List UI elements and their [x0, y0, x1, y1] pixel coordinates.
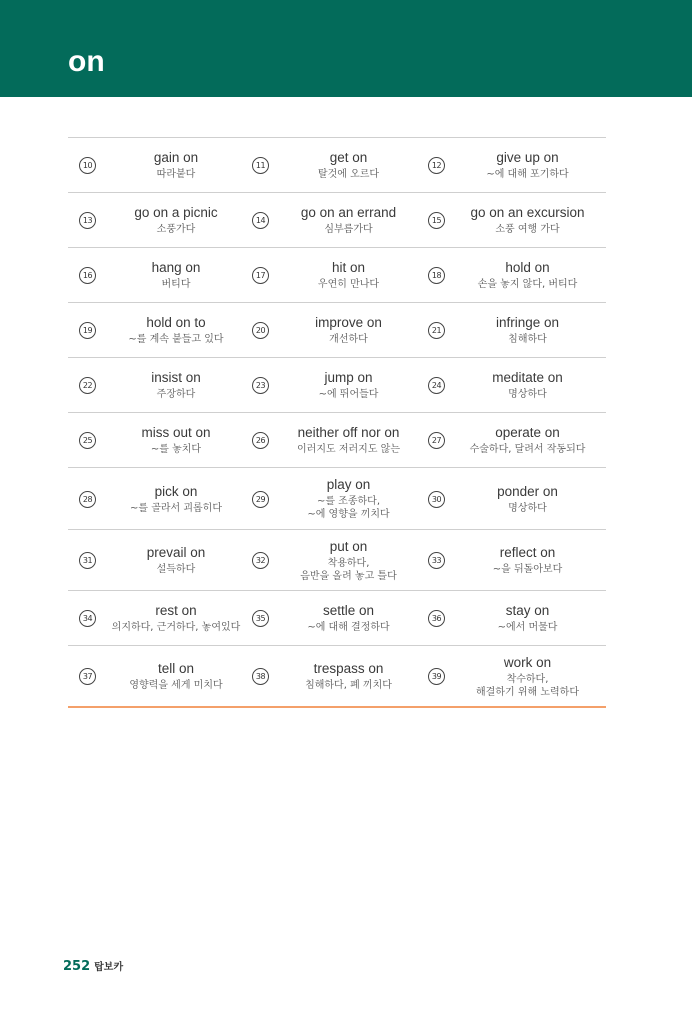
entry-number-badge: 34	[79, 610, 96, 627]
vocab-entry	[425, 138, 606, 192]
phrase-korean: 이러지도 저러지도 않는	[297, 444, 400, 455]
phrase-english: operate on	[495, 425, 560, 440]
phrase-english: play on	[326, 477, 371, 492]
phrase-english: hang on	[151, 260, 201, 275]
vocab-entry	[68, 646, 248, 706]
vocab-entry	[248, 468, 425, 529]
table-row	[68, 530, 606, 591]
header-banner	[0, 0, 692, 97]
entry-number-badge: 19	[79, 322, 96, 339]
page-footer	[63, 955, 123, 974]
phrase-english: ponder on	[497, 483, 558, 499]
vocab-entry	[425, 646, 606, 706]
phrase-korean: 소풍 여행 가다	[495, 224, 560, 235]
phrase-english: neither off nor on	[297, 425, 400, 440]
vocab-entry	[248, 591, 425, 645]
phrase-korean: 영향력을 세게 미치다	[129, 680, 223, 691]
entry-number-badge: 10	[79, 157, 96, 174]
entry-number-badge: 17	[252, 267, 269, 284]
phrase-english: stay on	[505, 603, 550, 618]
phrase-english: gain on	[153, 150, 199, 165]
phrase-korean: ~를 골라서 괴롭히다	[129, 502, 223, 514]
entry-number-badge: 31	[79, 552, 96, 569]
table-row	[68, 138, 606, 193]
table-row	[68, 193, 606, 248]
entry-number-badge: 39	[428, 668, 445, 685]
entry-number-badge: 12	[428, 157, 445, 174]
phrase-english: work on	[503, 654, 552, 670]
phrase-english: hold on to	[146, 315, 206, 330]
book-title: 탑보카	[94, 962, 124, 973]
entry-number-badge: 29	[252, 491, 269, 508]
phrase-english: miss out on	[141, 425, 211, 440]
phrase-english: settle on	[322, 603, 375, 618]
phrase-korean-line-2: 해결하기 위해 노력하다	[476, 686, 579, 698]
phrase-english: improve on	[315, 315, 382, 330]
phrase-english: go on an errand	[300, 205, 397, 220]
phrase-korean: 손을 놓지 않다, 버티다	[477, 279, 578, 290]
vocab-entry	[248, 358, 425, 412]
entry-number-badge: 30	[428, 491, 445, 508]
phrase-korean: 명상하다	[508, 389, 547, 400]
phrase-english: hit on	[331, 260, 366, 275]
vocab-entry	[68, 193, 248, 247]
phrase-korean: 착수하다,	[506, 673, 549, 685]
phrase-english: go on a picnic	[134, 205, 218, 220]
phrase-korean: ~를 계속 붙들고 있다	[128, 334, 224, 345]
phrase-korean: ~에서 머물다	[497, 622, 558, 633]
vocabulary-table	[68, 137, 606, 708]
table-row	[68, 591, 606, 646]
entry-number-badge: 27	[428, 432, 445, 449]
phrase-english: pick on	[154, 483, 198, 499]
phrase-english: tell on	[157, 661, 195, 676]
phrase-korean: ~를 조종하다,	[316, 496, 381, 507]
vocab-entry	[68, 358, 248, 412]
phrase-english: reflect on	[499, 545, 556, 560]
phrase-english: hold on	[505, 260, 550, 275]
phrase-korean: 주장하다	[156, 389, 196, 400]
vocab-entry	[248, 646, 425, 706]
entry-number-badge: 35	[252, 610, 269, 627]
phrase-english: meditate on	[492, 370, 563, 385]
vocab-entry	[68, 530, 248, 590]
phrase-korean: 소풍가다	[156, 224, 196, 235]
vocab-entry	[248, 193, 425, 247]
table-row	[68, 413, 606, 468]
phrase-korean-line-2: 음반을 올려 놓고 틀다	[300, 570, 397, 582]
phrase-english: insist on	[151, 370, 201, 385]
phrase-korean: 따라붙다	[156, 169, 196, 180]
entry-number-badge: 16	[79, 267, 96, 284]
vocab-entry	[425, 468, 606, 529]
vocab-entry	[248, 248, 425, 302]
table-row	[68, 248, 606, 303]
entry-number-badge: 37	[79, 668, 96, 685]
table-row	[68, 468, 606, 530]
vocab-entry	[248, 138, 425, 192]
table-row	[68, 303, 606, 358]
vocab-entry	[425, 303, 606, 357]
vocab-entry	[425, 358, 606, 412]
phrase-korean-line-2: ~에 영향을 끼치다	[307, 509, 390, 520]
phrase-korean: 우연히 만나다	[317, 279, 380, 290]
phrase-korean: 침해하다	[508, 334, 547, 345]
phrase-korean: 수술하다, 달려서 작동되다	[469, 444, 586, 455]
phrase-korean: ~에 대해 결정하다	[307, 622, 390, 633]
phrase-english: trespass on	[313, 661, 384, 676]
vocab-entry	[425, 248, 606, 302]
phrase-english: prevail on	[146, 545, 206, 560]
table-row	[68, 358, 606, 413]
vocab-entry	[248, 303, 425, 357]
page-title: on	[68, 45, 105, 78]
entry-number-badge: 23	[252, 377, 269, 394]
entry-number-badge: 33	[428, 552, 445, 569]
phrase-english: get on	[329, 150, 368, 165]
vocab-entry	[425, 413, 606, 467]
table-row	[68, 646, 606, 708]
vocab-entry	[68, 303, 248, 357]
entry-number-badge: 21	[428, 322, 445, 339]
phrase-english: give up on	[496, 150, 559, 165]
vocab-entry	[68, 591, 248, 645]
phrase-korean: 설득하다	[156, 564, 196, 575]
vocab-entry	[425, 193, 606, 247]
entry-number-badge: 24	[428, 377, 445, 394]
entry-number-badge: 13	[79, 212, 96, 229]
phrase-korean: 심부름가다	[324, 224, 373, 235]
vocab-entry	[248, 530, 425, 590]
phrase-korean: 의지하다, 근거하다, 놓여있다	[111, 622, 241, 633]
phrase-english: infringe on	[495, 315, 560, 330]
page-number: 252	[63, 959, 91, 974]
phrase-english: jump on	[324, 370, 373, 385]
entry-number-badge: 26	[252, 432, 269, 449]
entry-number-badge: 14	[252, 212, 269, 229]
entry-number-badge: 28	[79, 491, 96, 508]
vocab-entry	[425, 530, 606, 590]
entry-number-badge: 36	[428, 610, 445, 627]
entry-number-badge: 22	[79, 377, 96, 394]
entry-number-badge: 38	[252, 668, 269, 685]
vocab-entry	[68, 468, 248, 529]
vocab-entry	[68, 138, 248, 192]
entry-number-badge: 11	[252, 157, 269, 174]
phrase-korean: ~에 뛰어들다	[318, 389, 379, 400]
entry-number-badge: 32	[252, 552, 269, 569]
phrase-korean: 명상하다	[508, 502, 547, 514]
phrase-korean: 탈것에 오르다	[317, 169, 380, 180]
vocab-entry	[68, 248, 248, 302]
entry-number-badge: 25	[79, 432, 96, 449]
phrase-korean: ~을 뒤돌아보다	[492, 564, 563, 575]
phrase-korean: 착용하다,	[327, 557, 370, 569]
vocab-entry	[425, 591, 606, 645]
entry-number-badge: 20	[252, 322, 269, 339]
phrase-korean: 개선하다	[329, 334, 368, 345]
vocab-entry	[248, 413, 425, 467]
vocab-entry	[68, 413, 248, 467]
phrase-english: go on an excursion	[470, 205, 585, 220]
entry-number-badge: 15	[428, 212, 445, 229]
phrase-korean: 버티다	[161, 279, 191, 290]
phrase-korean: ~를 놓치다	[150, 444, 202, 455]
entry-number-badge: 18	[428, 267, 445, 284]
phrase-english: put on	[329, 538, 368, 554]
phrase-korean: ~에 대해 포기하다	[486, 169, 569, 180]
phrase-korean: 침해하다, 폐 끼치다	[305, 680, 392, 691]
phrase-english: rest on	[155, 603, 197, 618]
